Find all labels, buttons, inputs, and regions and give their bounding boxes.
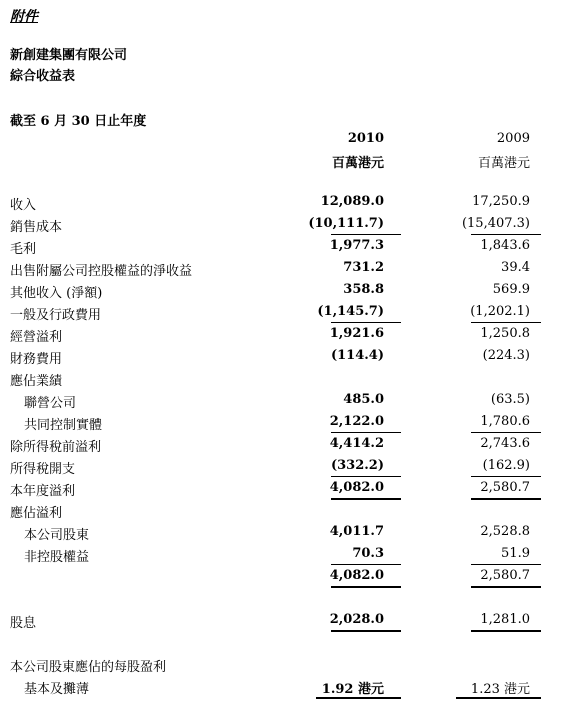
total-rule-2010 [331, 586, 401, 588]
subtotal-rule-2009 [471, 432, 541, 433]
subtotal-rule-2010 [331, 432, 401, 433]
value-2009-finance-costs: (224.3) [482, 348, 530, 363]
value-2009-other-income: 569.9 [492, 282, 530, 297]
total-rule-2009 [471, 586, 541, 588]
value-2009-admin-expenses: (1,202.1) [470, 304, 530, 319]
value-2010-revenue: 12,089.0 [320, 194, 384, 209]
row-label-profit-for-year: 本年度溢利 [10, 484, 76, 499]
company-name: 新創建集團有限公司 [10, 48, 128, 63]
row-label-basic-diluted: 基本及攤薄 [24, 682, 90, 697]
row-label-admin-expenses: 一般及行政費用 [10, 308, 102, 323]
value-2010-gross-profit: 1,977.3 [329, 238, 384, 253]
attachment-heading: 附件 [10, 9, 38, 25]
value-2010-disposal-gain: 731.2 [343, 260, 384, 275]
value-2009-dividends: 1,281.0 [480, 612, 530, 627]
value-2009-attributable-total: 2,580.7 [480, 568, 530, 583]
value-2009-cost-of-sales: (15,407.3) [461, 216, 530, 231]
row-label-disposal-gain: 出售附屬公司控股權益的淨收益 [10, 264, 193, 279]
row-label-non-controlling: 非控股權益 [24, 550, 90, 565]
value-2009-profit-for-year: 2,580.7 [480, 480, 530, 495]
value-2010-associates: 485.0 [343, 392, 384, 407]
value-2009-revenue: 17,250.9 [472, 194, 530, 209]
total-rule-2010 [331, 498, 401, 500]
row-label-other-income: 其他收入 (淨額) [10, 286, 103, 301]
value-2010-shareholders: 4,011.7 [329, 524, 384, 539]
row-label-eps: 本公司股東應佔的每股盈利 [10, 660, 167, 675]
total-rule-2009 [456, 697, 541, 699]
subtotal-rule-2010 [331, 322, 401, 323]
row-label-share-of-results: 應佔業績 [10, 374, 63, 389]
value-2009-operating-profit: 1,250.8 [480, 326, 530, 341]
row-label-cost-of-sales: 銷售成本 [10, 220, 63, 235]
total-rule-2009 [471, 498, 541, 500]
value-2009-non-controlling: 51.9 [501, 546, 530, 561]
value-2010-attributable-total: 4,082.0 [329, 568, 384, 583]
period-title: 截至 6 月 30 日止年度 [10, 114, 147, 129]
row-label-gross-profit: 毛利 [10, 242, 37, 257]
column-unit-2009: 百萬港元 [477, 156, 530, 171]
column-unit-2010: 百萬港元 [331, 156, 384, 171]
value-2009-gross-profit: 1,843.6 [480, 238, 530, 253]
value-2010-other-income: 358.8 [343, 282, 384, 297]
value-2010-jointly-controlled-entities: 2,122.0 [329, 414, 384, 429]
row-label-income-tax: 所得稅開支 [10, 462, 76, 477]
row-label-dividends: 股息 [10, 616, 37, 631]
value-2010-income-tax: (332.2) [330, 458, 384, 473]
subtotal-rule-2010 [331, 476, 401, 477]
value-2009-associates: (63.5) [490, 392, 530, 407]
row-label-operating-profit: 經營溢利 [10, 330, 63, 345]
value-2009-jointly-controlled-entities: 1,780.6 [480, 414, 530, 429]
value-2010-admin-expenses: (1,145.7) [317, 304, 384, 319]
value-2010-profit-before-tax: 4,414.2 [329, 436, 384, 451]
subtotal-rule-2009 [471, 564, 541, 565]
subtotal-rule-2010 [331, 234, 401, 235]
value-2010-cost-of-sales: (10,111.7) [308, 216, 384, 231]
row-label-jointly-controlled-entities: 共同控制實體 [24, 418, 103, 433]
row-label-finance-costs: 財務費用 [10, 352, 63, 367]
value-2009-shareholders: 2,528.8 [480, 524, 530, 539]
subtotal-rule-2009 [471, 234, 541, 235]
total-rule-2010 [316, 697, 401, 699]
value-2010-non-controlling: 70.3 [352, 546, 384, 561]
row-label-profit-attributable: 應佔溢利 [10, 506, 63, 521]
row-label-profit-before-tax: 除所得稅前溢利 [10, 440, 102, 455]
value-2010-operating-profit: 1,921.6 [329, 326, 384, 341]
value-2009-disposal-gain: 39.4 [501, 260, 530, 275]
value-2010-finance-costs: (114.4) [330, 348, 384, 363]
value-2009-basic-diluted: 1.23 港元 [470, 682, 530, 697]
value-2009-profit-before-tax: 2,743.6 [480, 436, 530, 451]
row-label-associates: 聯營公司 [24, 396, 77, 411]
value-2010-dividends: 2,028.0 [329, 612, 384, 627]
row-label-shareholders: 本公司股東 [24, 528, 90, 543]
subtotal-rule-2010 [331, 564, 401, 565]
total-rule-2010 [331, 630, 401, 632]
value-2010-profit-for-year: 4,082.0 [329, 480, 384, 495]
column-year-2009: 2009 [496, 131, 530, 146]
value-2010-basic-diluted: 1.92 港元 [321, 682, 384, 697]
subtotal-rule-2009 [471, 322, 541, 323]
value-2009-income-tax: (162.9) [482, 458, 530, 473]
statement-title: 綜合收益表 [10, 69, 76, 84]
column-year-2010: 2010 [347, 131, 384, 146]
row-label-revenue: 收入 [10, 198, 37, 213]
subtotal-rule-2009 [471, 476, 541, 477]
total-rule-2009 [471, 630, 541, 632]
